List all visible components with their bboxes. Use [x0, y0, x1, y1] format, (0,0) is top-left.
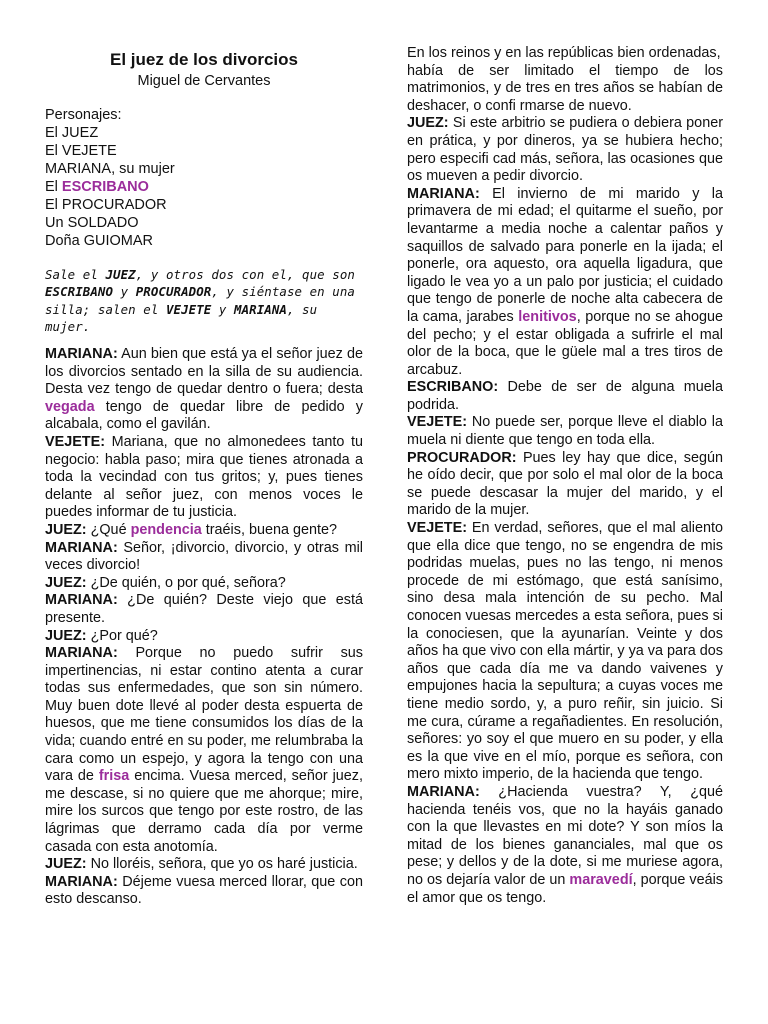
speaker-name: MARIANA: — [45, 539, 118, 556]
speaker-name: VEJETE: — [45, 433, 105, 450]
dialogue-line — [407, 520, 723, 784]
dialogue-line — [45, 434, 363, 522]
speaker-name: VEJETE: — [407, 520, 467, 537]
dialogue-line — [45, 645, 363, 856]
line-text: No puede ser, porque lleve el diablo la muela ni diente que tengo en toda ella. — [407, 414, 723, 449]
speaker-name: PROCURADOR: — [407, 449, 517, 466]
highlighted-term: maravedí — [569, 871, 633, 888]
speaker-name: JUEZ: — [45, 574, 87, 591]
cast-item: El PROCURADOR — [45, 197, 167, 213]
line-text: , porque no se ahogue del pecho; y el estar obligada a sufrirle el mal olor de la boca, que le güele mal a tres tiros de arcabuz. — [407, 308, 723, 378]
dialogue-line — [407, 450, 723, 520]
highlighted-term: vegada — [45, 398, 95, 415]
cast-item: Doña GUIOMAR — [45, 233, 153, 249]
dialogue-line — [407, 186, 723, 380]
line-text: Déjeme vuesa merced llorar, que con esto descanso. — [45, 873, 363, 908]
line-text: , porque veáis el amor que os tengo. — [407, 871, 724, 906]
line-text: ¿Qué — [86, 521, 131, 538]
line-text: Mariana, que no almonedees tanto tu negocio: habla paso; mira que tienes atronada a toda la vecindad con tus gritos; y, pues tienes delante al señor juez, con menos voces le puedes informar de tu justicia. — [45, 433, 363, 521]
dialogue-line — [45, 522, 363, 540]
dialogue-line — [45, 628, 363, 646]
line-text: En verdad, señores, que el mal aliento que ella dice que tengo, no se engendra de mis podridas muelas, pues no las tengo, ni menos procede de mi estómago, que está sanísimo, sino desa mala intención de su pecho. Mal conocen vuesas mercedes a esta señora, pues si la conociesen, que la ayunarían. Veinte y dos años ha que vivo con ella mártir, y ya va para dos años que cada día me va dando vaivenes y empujones hacia la sepultura; a cuyas voces me tiene medio sordo, y, a puro reñir, sin juicio. Si me cura, cúrame a regañadientes. En resolución, señores: yo soy el que muero en su poder, y ella es la que vive en el mío, porque es señora, con mero mixto imperio, de la hacienda que tengo. — [407, 520, 723, 783]
line-text: tengo de quedar libre de pedido y alcabala, como el gavilán. — [45, 398, 363, 433]
dialogue-line — [45, 575, 363, 593]
cast-list — [45, 106, 175, 250]
speaker-name: JUEZ: — [45, 627, 87, 644]
play-title: El juez de los divorcios — [110, 50, 298, 69]
line-text: En los reinos y en las repúblicas bien ordenadas, — [407, 45, 721, 61]
line-text: Pues ley hay que dice, según he oído decir, que por solo el mal olor de la boca se puede descasar la mujer del marido, y el marido de la mujer. — [407, 449, 723, 519]
dialogue-line — [45, 540, 363, 575]
speaker-name: JUEZ: — [407, 115, 449, 132]
line-text: ¿Por qué? — [86, 627, 158, 644]
speaker-name: MARIANA: — [407, 783, 480, 800]
speaker-name: MARIANA: — [407, 185, 480, 202]
speaker-name: MARIANA: — [45, 645, 118, 662]
cast-item: El VEJETE — [45, 143, 117, 159]
line-text: No lloréis, señora, que yo os haré justicia. — [86, 856, 358, 873]
cast-item: El JUEZ — [45, 125, 99, 141]
cast-item: MARIANA, su mujer — [45, 161, 175, 177]
highlighted-term: pendencia — [130, 521, 202, 538]
line-text: había de ser limitado el tiempo de los matrimonios, y de tres en tres años se habían de deshacer, o confi rmarse de nuevo. — [407, 62, 723, 114]
line-text: Señor, ¡divorcio, divorcio, y otras mil veces divorcio! — [45, 539, 363, 574]
dialogue-line — [45, 592, 363, 627]
dialogue-line — [407, 45, 723, 63]
dialogue-line — [45, 856, 363, 874]
dialogue-line — [407, 414, 723, 449]
speaker-name: MARIANA: — [45, 873, 118, 890]
cast-item: Un SOLDADO — [45, 215, 139, 231]
stage-direction: Sale el JUEZ, y otros dos con el, que son ESCRIBANO y PROCURADOR, y siéntase en una silla; salen el VEJETE y MARIANA, su mujer. — [45, 267, 355, 335]
line-text: encima. Vuesa merced, señor juez, me descase, si no quiere que me ahorque; mire, mire los surcos que tengo por este rostro, de las lágrimas que derramo cada día por verme casada con esta anotomía. — [45, 768, 363, 855]
dialogue-line — [407, 63, 723, 116]
speaker-name: VEJETE: — [407, 414, 467, 431]
highlighted-term: lenitivos — [518, 308, 577, 325]
dialogue-line — [45, 874, 363, 909]
line-text: traéis, buena gente? — [201, 521, 337, 538]
line-text: Si este arbitrio se pudiera o debiera poner en prática, y por dineros, ya se hubiera hecho; pero especifi cad más, señora, las ocasiones que os mueven a pedir divorcio. — [407, 115, 723, 185]
speaker-name: MARIANA: — [45, 592, 118, 609]
line-text: ¿Hacienda vuestra? Y, ¿qué hacienda tenéis vos, que no la hayáis ganado con la que llevastes en mi dote? Y son míos la mitad de los bienes gananciales, mal que os pese; y dellos y de la dote, si me muriese agora, no os dejaría valor de un — [407, 783, 723, 888]
highlighted-term: frisa — [98, 768, 130, 785]
dialogue-block-left — [45, 346, 363, 909]
speaker-name: JUEZ: — [45, 521, 87, 538]
line-text: Debe de ser de alguna muela podrida. — [407, 379, 723, 413]
speaker-name: JUEZ: — [45, 856, 87, 873]
dialogue-block-right — [407, 45, 723, 907]
speaker-name: MARIANA: — [45, 346, 118, 362]
line-text: ¿De quién, o por qué, señora? — [86, 574, 286, 591]
line-text: El invierno de mi marido y la primavera de mi edad; el quitarme el sueño, por levantarme a media noche a calentar paños y saquillos de salvado para ponerle en la ijada; el ponerle, ora aquesto, ora aquella ligadura, que ligado le vea yo a un palo por justicia; el cuidado que tengo de ponerle de noche alta cabecera de la cama, jarabes — [407, 185, 723, 325]
line-text: Porque no puedo sufrir sus impertinencias, ni estar contino atenta a curar todas sus enfermedades, que son sin número. Muy buen dote llevé al poder desta espuerta de huesos, que me tiene consumidos los días de la vida; cuando entré en su poder, me relumbraba la cara como un espejo, y agora la tengo con una vara de — [45, 645, 363, 785]
highlighted-term: ESCRIBANO — [61, 179, 149, 195]
speaker-name: ESCRIBANO: — [407, 379, 499, 396]
dialogue-line — [45, 346, 363, 434]
cast-heading: Personajes: — [45, 107, 122, 123]
dialogue-line — [407, 784, 723, 907]
cast-item: El ESCRIBANO — [45, 179, 149, 195]
line-text: Aun bien que está ya el señor juez de los divorcios sentado en la silla de su audiencia. Desta vez tengo de quedar dentro o fuera; desta — [45, 346, 363, 398]
dialogue-line — [407, 379, 723, 414]
author-name: Miguel de Cervantes — [137, 73, 271, 89]
dialogue-line — [407, 115, 723, 185]
line-text: ¿De quién? Deste viejo que está presente. — [45, 592, 363, 626]
